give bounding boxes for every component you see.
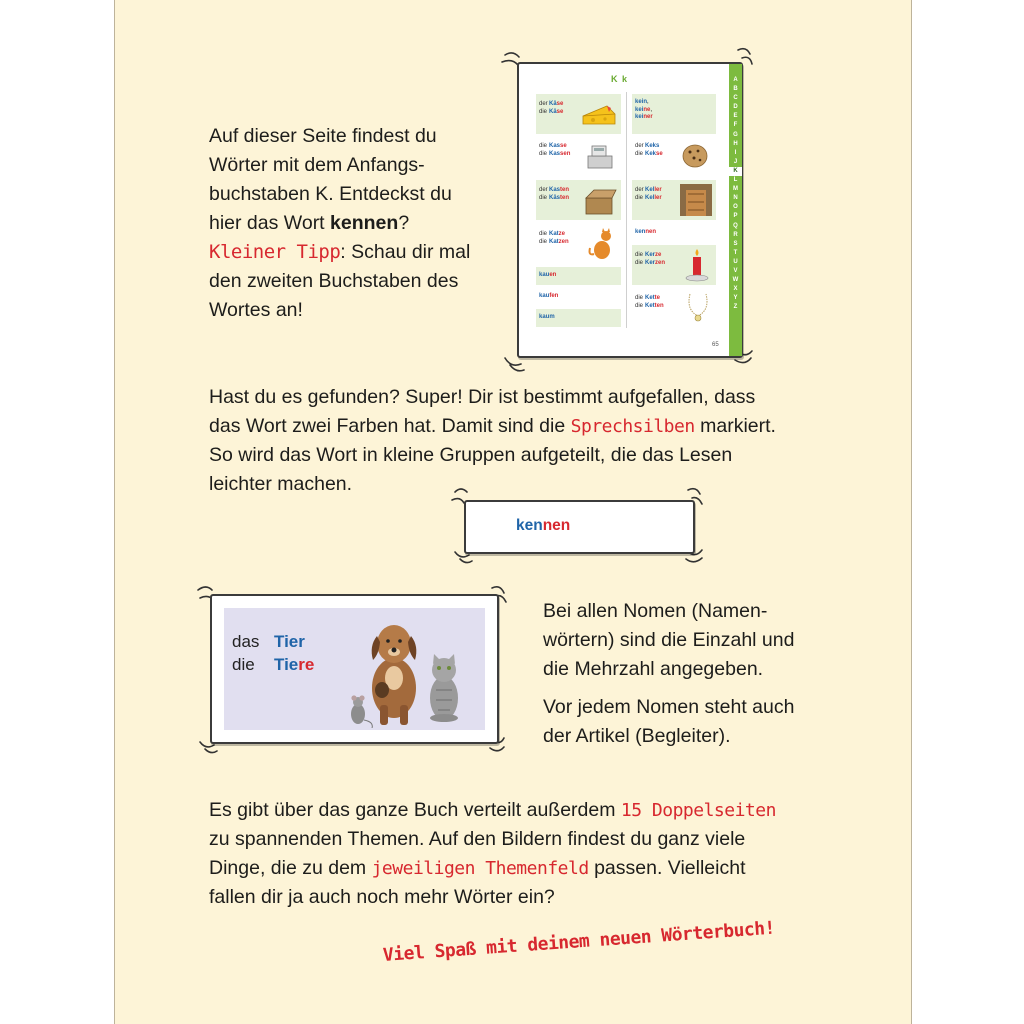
entry-katze <box>536 224 621 264</box>
alphabet-tab-z: Z <box>733 304 738 311</box>
tier-singular <box>232 632 305 652</box>
nouns-paragraph <box>543 597 823 751</box>
alphabet-tab-u: U <box>733 258 738 265</box>
article: die <box>232 655 255 674</box>
alphabet-tab-c: C <box>733 95 738 102</box>
themes-line <box>209 854 809 883</box>
entry-keller <box>632 180 716 220</box>
found-paragraph <box>209 383 809 499</box>
themes-text: Es gibt über das ganze Buch verteilt außerdem <box>209 799 621 821</box>
alphabet-tab-j: J <box>733 158 738 165</box>
syllable-red: en <box>549 272 557 278</box>
kennen-example-box <box>464 500 695 554</box>
article: die <box>635 252 644 258</box>
syllable-red: ten <box>560 187 570 193</box>
alphabet-tab-e: E <box>733 113 738 120</box>
alphabet-tab-s: S <box>733 240 738 247</box>
syllable-blue: Kel <box>645 194 655 201</box>
syllable-blue: Tier <box>274 632 305 651</box>
cellar-icon <box>678 182 714 218</box>
article: der <box>539 187 548 193</box>
alphabet-tab-h: H <box>733 140 738 147</box>
article: die <box>635 295 644 301</box>
alphabet-index <box>729 64 742 356</box>
intro-paragraph <box>209 122 499 325</box>
intro-line <box>209 209 499 238</box>
alphabet-tab-x: X <box>733 286 738 293</box>
syllable-blue: Kek <box>645 150 657 157</box>
entry-keks <box>632 136 716 176</box>
alphabet-tab-o: O <box>733 204 738 211</box>
alphabet-tab-m: M <box>733 186 738 193</box>
syllable-red: ten <box>560 194 570 201</box>
alphabet-tab-f: F <box>733 122 738 129</box>
article: der <box>539 101 548 107</box>
syllable-blue: Ket <box>645 295 655 301</box>
syllable-red: sen <box>560 150 571 157</box>
syllable-blue: kein <box>635 99 648 105</box>
found-line: So wird das Wort in kleine Gruppen aufgeteilt, die das Lesen <box>209 444 733 466</box>
syllable-blue: Ket <box>645 302 655 309</box>
intro-line: Wortes an! <box>209 299 303 321</box>
alphabet-tab-q: Q <box>733 222 738 229</box>
syllable-red: ner <box>643 114 653 120</box>
entry-kaufen <box>536 288 621 306</box>
cat-icon <box>430 654 458 722</box>
word-kennen: kennen <box>330 212 399 234</box>
syllable-red: te <box>654 295 661 301</box>
alphabet-tab-d: D <box>733 104 738 111</box>
page-number: 65 <box>712 342 719 348</box>
syllable-red: fen <box>549 293 559 299</box>
intro-line: den zweiten Buchstaben des <box>209 270 459 292</box>
alphabet-tab-g: G <box>733 131 738 138</box>
alphabet-tab-v: V <box>733 267 738 274</box>
entry-kennen <box>632 224 716 242</box>
nouns-line: wörtern) sind die Einzahl und <box>543 629 795 651</box>
alphabet-tab-a: A <box>733 77 738 83</box>
syllable-red: zen <box>655 259 666 266</box>
themes-line: fallen dir ja auch noch mehr Wörter ein? <box>209 886 555 908</box>
highlight-sprechsilben: Sprechsilben <box>570 416 695 437</box>
found-text: das Wort zwei Farben hat. Damit sind die <box>209 415 571 437</box>
syllable-blue: Kat <box>549 238 559 245</box>
found-line: Hast du es gefunden? Super! Dir ist bestimmt aufgefallen, dass <box>209 386 756 408</box>
tier-plural <box>232 655 314 675</box>
closing-message: Viel Spaß mit deinem neuen Wörterbuch! <box>382 917 776 966</box>
syllable-red: ze <box>655 252 662 258</box>
intro-line <box>209 238 499 267</box>
article: die <box>635 194 644 201</box>
themes-text: Dinge, die zu dem <box>209 857 372 879</box>
syllable-red: nen <box>542 517 571 534</box>
nouns-line: Vor jedem Nomen steht auch <box>543 696 795 718</box>
syllable-blue: Kas <box>549 143 561 149</box>
themes-line <box>209 796 809 825</box>
article: das <box>232 632 260 651</box>
article: die <box>635 150 644 157</box>
alphabet-tab-p: P <box>733 213 738 220</box>
article: die <box>539 108 548 115</box>
intro-line: buchstaben K. Entdeckst du <box>209 183 452 205</box>
syllable-blue: Kas <box>549 150 561 157</box>
syllable-red: zen <box>558 238 569 245</box>
entry-kerze <box>632 245 716 285</box>
themes-paragraph <box>209 796 809 912</box>
syllable-red: ze <box>558 231 566 237</box>
article: die <box>635 259 644 266</box>
syllable-red: ler <box>654 194 662 201</box>
syllable-blue: ken <box>635 229 646 235</box>
tip-label: Kleiner Tipp <box>209 241 341 263</box>
column-divider <box>626 92 627 328</box>
candle-icon <box>684 247 710 283</box>
mouse-icon <box>351 695 372 728</box>
cash-register-icon <box>584 140 616 172</box>
entry-kauen <box>536 267 621 285</box>
syllable-blue: Kat <box>549 231 559 237</box>
syllable-red: se <box>656 150 663 157</box>
syllable-blue: Ker <box>645 259 656 266</box>
cookie-icon <box>680 142 710 170</box>
article: der <box>635 143 644 149</box>
found-text: markiert. <box>694 415 776 437</box>
article: die <box>539 194 548 201</box>
alphabet-tab-b: B <box>733 86 738 93</box>
syllable-blue: Kä <box>549 101 557 107</box>
entry-kasten <box>536 180 621 220</box>
found-line <box>209 412 809 441</box>
syllable-blue: kau <box>539 293 550 299</box>
nouns-line: Bei allen Nomen (Namen- <box>543 600 768 622</box>
alphabet-tab-t: T <box>733 249 738 256</box>
article: die <box>539 231 548 237</box>
syllable-blue: Ker <box>645 252 656 258</box>
nouns-line: die Mehrzahl angegeben. <box>543 658 764 680</box>
syllable-red: ten <box>654 302 664 309</box>
article: die <box>539 150 548 157</box>
themes-line: zu spannenden Themen. Auf den Bildern findest du ganz viele <box>209 828 746 850</box>
article: der <box>635 187 644 193</box>
entry-kette <box>632 288 716 328</box>
animals-illustration <box>344 610 484 728</box>
alphabet-tab-k: K <box>729 167 742 176</box>
syllable-red: se <box>556 101 564 107</box>
syllable-blue: Kel <box>645 187 655 193</box>
tier-example-panel <box>224 608 485 730</box>
comma: , <box>647 99 649 105</box>
syllable-blue: Kä <box>549 108 557 115</box>
intro-line: Auf dieser Seite findest du <box>209 125 437 147</box>
syllable-red: ne <box>643 106 651 113</box>
syllable-blue: Keks <box>645 143 660 149</box>
syllable-red: se <box>560 143 567 149</box>
themes-text: passen. Vielleicht <box>588 857 746 879</box>
syllable-red: ler <box>654 187 662 193</box>
syllable-blue: ken <box>516 517 543 534</box>
intro-text: hier das Wort <box>209 212 331 234</box>
syllable-red: re <box>298 655 315 674</box>
entry-kaese <box>536 94 621 134</box>
intro-line: Wörter mit dem Anfangs- <box>209 154 425 176</box>
highlight-themenfeld: jeweiligen Themenfeld <box>371 858 589 879</box>
nouns-line: der Artikel (Begleiter). <box>543 725 731 747</box>
box-icon <box>582 184 618 216</box>
necklace-icon <box>684 290 712 326</box>
question-mark: ? <box>398 212 410 234</box>
kennen-word <box>516 517 570 535</box>
syllable-blue: kau <box>539 272 550 278</box>
article: die <box>539 238 548 245</box>
alphabet-tab-w: W <box>732 277 739 284</box>
entry-kein <box>632 94 716 134</box>
syllable-blue: Kas <box>549 187 561 193</box>
cheese-icon <box>581 102 617 128</box>
syllable-red: nen <box>645 229 657 235</box>
syllable-blue: Käs <box>549 194 561 201</box>
cat-icon <box>586 226 618 262</box>
dictionary-heading: K k <box>611 74 629 84</box>
syllable-blue: kaum <box>539 314 555 320</box>
alphabet-tab-r: R <box>733 231 738 238</box>
article: die <box>539 143 548 149</box>
syllable-blue: kei <box>635 114 644 120</box>
alphabet-tab-l: L <box>733 177 738 184</box>
alphabet-tab-y: Y <box>733 295 738 302</box>
article: die <box>635 302 644 309</box>
entry-kaum <box>536 309 621 327</box>
syllable-blue: kei <box>635 106 644 113</box>
alphabet-tab-n: N <box>733 195 738 202</box>
entry-kasse <box>536 136 621 176</box>
found-line: leichter machen. <box>209 473 353 495</box>
comma: , <box>650 106 653 113</box>
syllable-blue: Tie <box>274 655 299 674</box>
tip-text: : Schau dir mal <box>340 241 471 263</box>
highlight-doppelseiten: 15 Doppelseiten <box>620 800 776 821</box>
alphabet-tab-i: I <box>734 149 737 156</box>
tier-example-box <box>210 594 499 744</box>
dictionary-page-preview <box>517 62 743 358</box>
syllable-red: se <box>556 108 564 115</box>
dog-icon <box>372 625 417 725</box>
